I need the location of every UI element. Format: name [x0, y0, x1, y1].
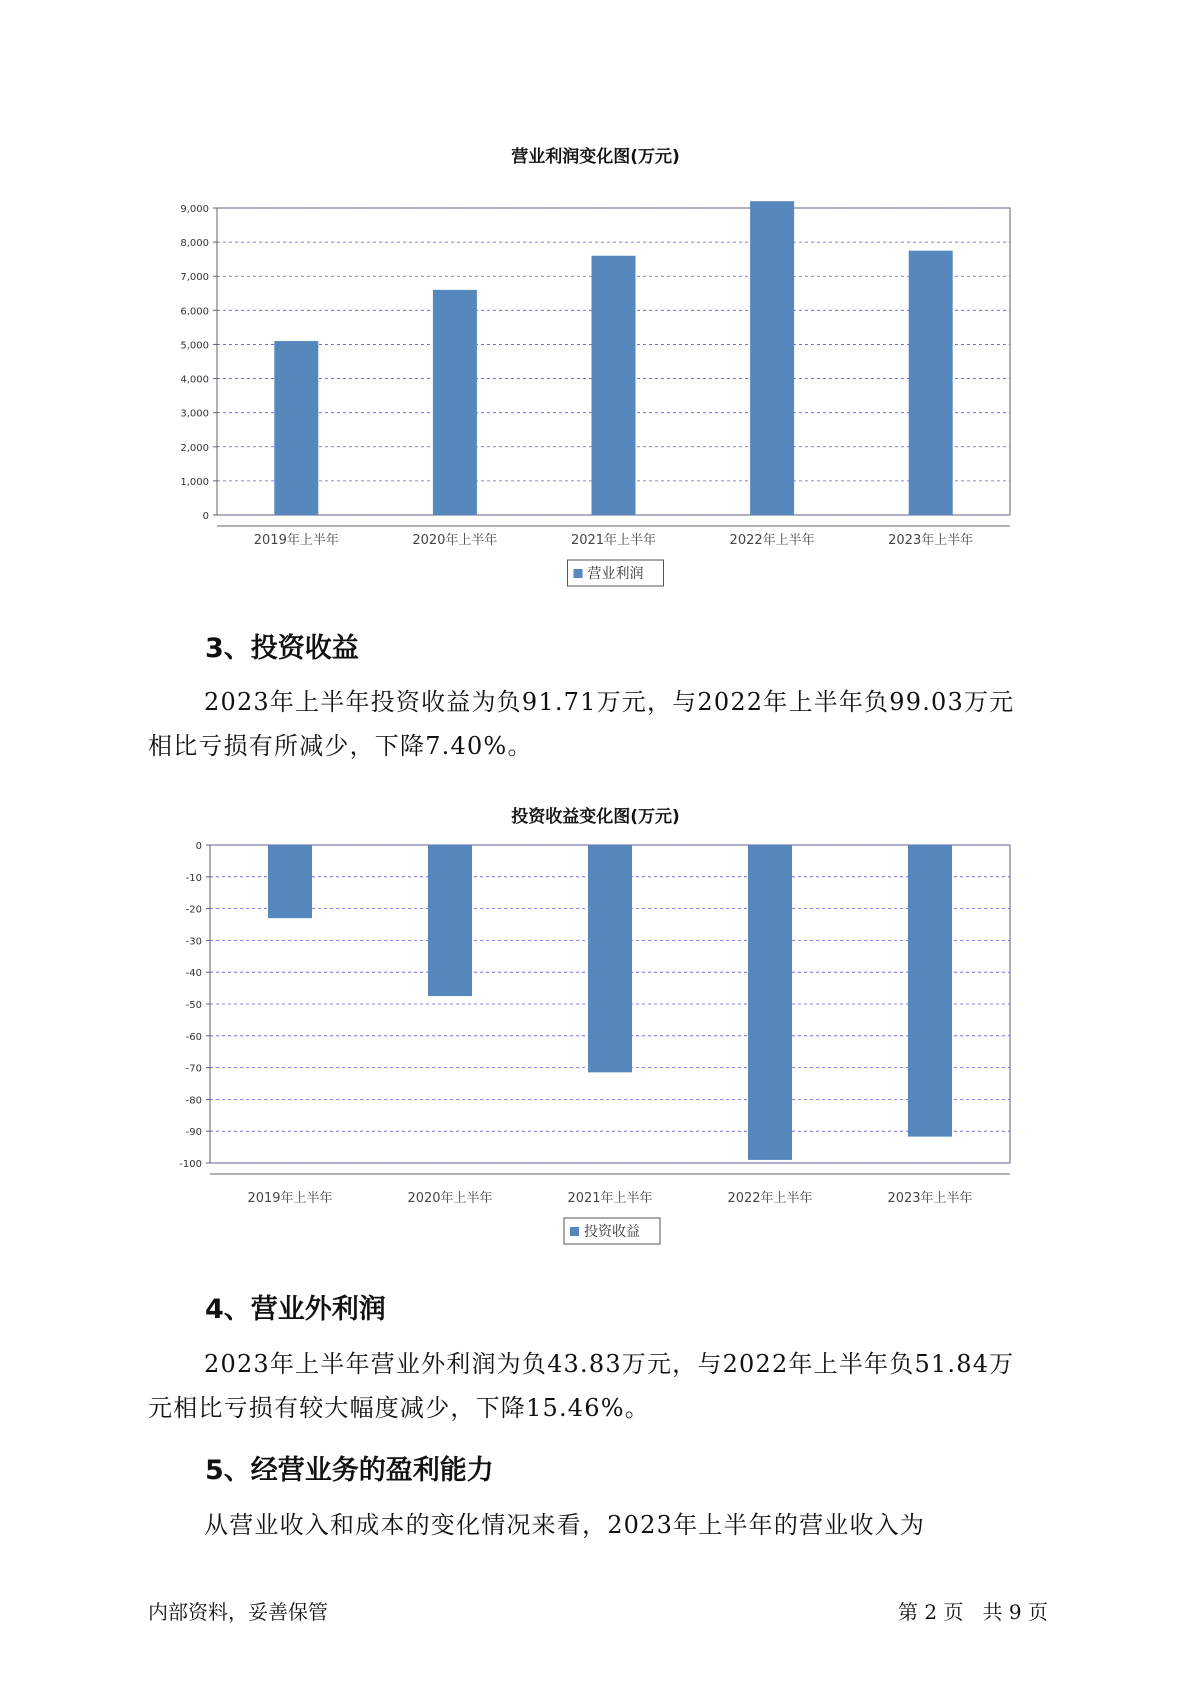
- section-5-paragraph: [148, 1503, 1048, 1547]
- chart1-y-tick-label: 2,000: [180, 442, 209, 454]
- section-3-paragraph: [148, 680, 1048, 768]
- chart2-y-tick-label: -50: [185, 1000, 202, 1011]
- section-3-line1: 2023年上半年投资收益为负91.71万元，与2022年上半年负99.03万元: [204, 688, 1015, 716]
- chart1-bar: [274, 341, 318, 515]
- chart1-legend-label: 营业利润: [587, 566, 644, 582]
- section-4-line1: 2023年上半年营业外利润为负43.83万元，与2022年上半年负51.84万: [204, 1350, 1015, 1378]
- investment-income-chart: [0, 830, 1191, 1250]
- section-5-line1: 从营业收入和成本的变化情况来看，2023年上半年的营业收入为: [204, 1511, 926, 1539]
- chart1-y-tick-label: 1,000: [180, 476, 209, 488]
- chart1-category-label: 2019年上半年: [253, 533, 339, 548]
- chart2-y-tick-label: 0: [195, 841, 202, 852]
- chart1-title: 营业利润变化图(万元): [511, 147, 680, 167]
- chart2-y-tick-label: -100: [179, 1159, 202, 1170]
- operating-profit-chart: [0, 170, 1191, 590]
- section-4-line2: 元相比亏损有较大幅度减少，下降15.46%。: [148, 1394, 650, 1422]
- chart1-category-label: 2022年上半年: [729, 533, 815, 548]
- chart2-y-tick-label: -10: [185, 872, 202, 884]
- chart2-category-label: 2019年上半年: [247, 1191, 333, 1206]
- section-3-line2: 相比亏损有所减少，下降7.40%。: [148, 732, 533, 760]
- chart1-category-label: 2021年上半年: [570, 533, 657, 548]
- chart1-bar: [750, 201, 794, 515]
- chart2-y-tick-label: -30: [185, 936, 202, 948]
- chart2-y-tick-label: -70: [185, 1063, 202, 1075]
- chart1-y-tick-label: 9,000: [180, 204, 209, 215]
- chart2-bar: [428, 845, 472, 996]
- chart2-y-tick-label: -80: [185, 1095, 202, 1107]
- chart1-y-tick-label: 7,000: [180, 272, 209, 284]
- chart1-y-tick-label: 0: [202, 511, 209, 522]
- chart2-category-label: 2022年上半年: [727, 1191, 813, 1206]
- chart2-y-tick-label: -90: [185, 1127, 202, 1139]
- section-4-paragraph: [148, 1342, 1048, 1430]
- chart1-bar: [909, 251, 953, 515]
- chart1-y-tick-label: 6,000: [180, 306, 209, 318]
- chart1-y-tick-label: 4,000: [180, 374, 209, 386]
- chart2-legend-swatch: [570, 1227, 579, 1236]
- chart2-y-tick-label: -40: [185, 968, 202, 980]
- chart1-y-tick-label: 5,000: [180, 340, 209, 352]
- chart1-bar: [433, 290, 477, 515]
- chart2-bar: [268, 845, 312, 918]
- chart1-category-label: 2023年上半年: [888, 533, 974, 548]
- chart2-y-tick-label: -20: [185, 904, 202, 916]
- chart1-y-tick-label: 3,000: [180, 408, 209, 420]
- chart2-bar: [748, 845, 792, 1160]
- chart2-bar: [908, 845, 952, 1137]
- chart1-legend-swatch: [574, 569, 583, 578]
- chart2-category-label: 2023年上半年: [887, 1191, 973, 1206]
- chart1-bar: [592, 256, 636, 515]
- chart1-category-label: 2020年上半年: [412, 533, 498, 548]
- chart2-legend-label: 投资收益: [584, 1224, 640, 1240]
- chart2-category-label: 2021年上半年: [567, 1191, 653, 1206]
- section-5-heading: 5、经营业务的盈利能力: [205, 1455, 494, 1486]
- chart2-bar: [588, 845, 632, 1072]
- chart2-y-tick-label: -60: [185, 1031, 202, 1043]
- section-3-heading: 3、投资收益: [205, 633, 359, 664]
- chart1-y-tick-label: 8,000: [180, 238, 209, 250]
- section-4-heading: 4、营业外利润: [205, 1294, 386, 1325]
- chart2-category-label: 2020年上半年: [407, 1191, 493, 1206]
- footer-confidential: 内部资料，妥善保管: [148, 1600, 328, 1624]
- chart2-title: 投资收益变化图(万元): [511, 807, 680, 827]
- footer-page-number: 第 2 页 共 9 页: [898, 1600, 1048, 1624]
